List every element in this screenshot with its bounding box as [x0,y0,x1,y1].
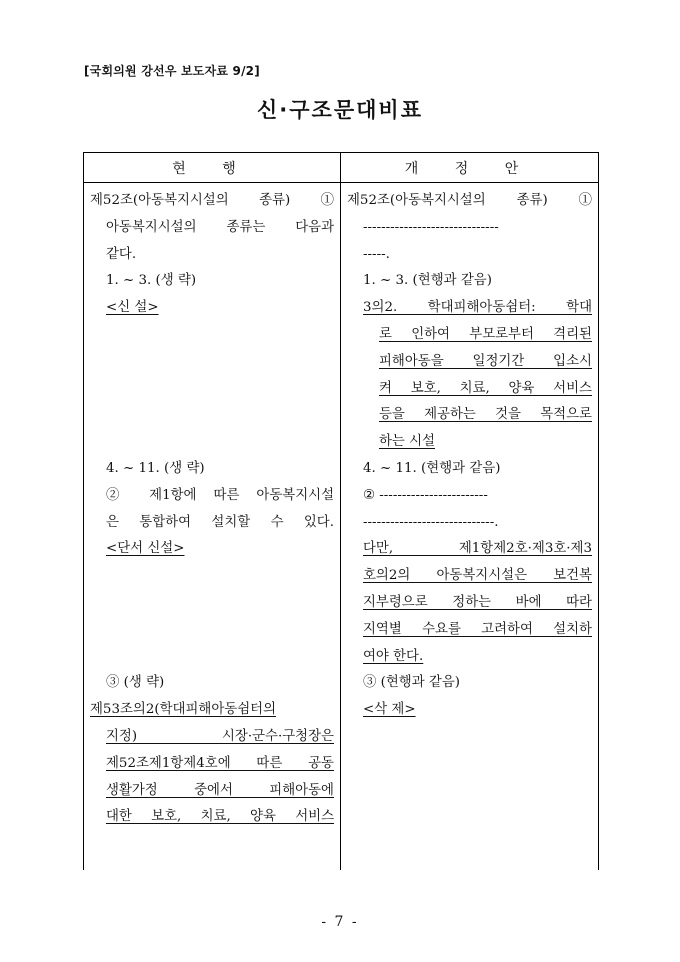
column-header-proposed: 개 정 안 [341,153,599,183]
table-body-row [84,183,599,871]
text-line: 아동복지시설의 종류는 다음과 [106,219,334,235]
text-line: 지역별 수요를 고려하여 설치하 [363,621,592,637]
page-number: - 7 - [321,914,359,930]
text-line: 제52조(아동복지시설의 종류) ① [90,193,334,208]
text-line: 생활가정 중에서 피해아동에 [106,782,334,798]
text-line: 호의2의 아동복지시설은 보건복 [363,568,592,584]
text-line: -----. [363,246,390,262]
text-line: 제52조(아동복지시설의 종류) ① [347,193,592,208]
text-line: ③ (생 략) [106,675,165,691]
text-line: 하는 시설 [379,434,435,450]
page-title: 신·구조문대비표 [257,98,423,122]
text-line: 같다. [106,246,137,262]
text-line: 다만, 제1항제2호·제3호·제3 [363,541,592,557]
text-line: 등을 제공하는 것을 목적으로 [379,407,592,423]
text-line: 3의2. 학대피해아동쉼터: 학대 [363,300,592,316]
text-line: 제52조제1항제4호에 따른 공동 [106,755,334,771]
text-line: 켜 보호, 치료, 양육 서비스 [379,380,592,396]
text-line: 은 통합하여 설치할 수 있다. [106,514,334,530]
comparison-table [83,152,599,870]
text-line: ------------------------------ [363,219,499,235]
text-line: 피해아동을 일정기간 입소시 [379,353,592,369]
new-provision-marker: <신 설> [106,300,159,316]
text-line: 제53조의2(학대피해아동쉼터의 [90,702,277,718]
deletion-marker: <삭 제> [363,702,416,718]
proposed-text-cell [341,183,599,871]
text-line: 4. ~ 11. (생 략) [106,460,205,476]
text-line: 지부령으로 정하는 바에 따라 [363,594,592,610]
text-line: 1. ~ 3. (현행과 같음) [363,273,492,289]
text-line: 로 인하여 부모로부터 격리된 [379,326,592,342]
text-line: ② 제1항에 따른 아동복지시설 [106,487,334,503]
proviso-new-marker: <단서 신설> [106,541,185,557]
current-text-cell [84,183,341,871]
table-header-row [84,153,599,183]
text-line: ③ (현행과 같음) [363,675,461,691]
text-line: 1. ~ 3. (생 략) [106,273,197,289]
column-header-current: 현 행 [84,153,341,183]
text-line: 여야 한다. [363,648,424,664]
text-line: 4. ~ 11. (현행과 같음) [363,460,501,476]
text-line: 지정) 시장·군수·구청장은 [106,728,334,744]
text-line: 대한 보호, 치료, 양육 서비스 [106,809,334,825]
press-release-header: [국회의원 강선우 보도자료 9/2] [84,64,260,78]
text-line: ② ------------------------ [363,487,488,503]
text-line: -----------------------------. [363,514,499,530]
